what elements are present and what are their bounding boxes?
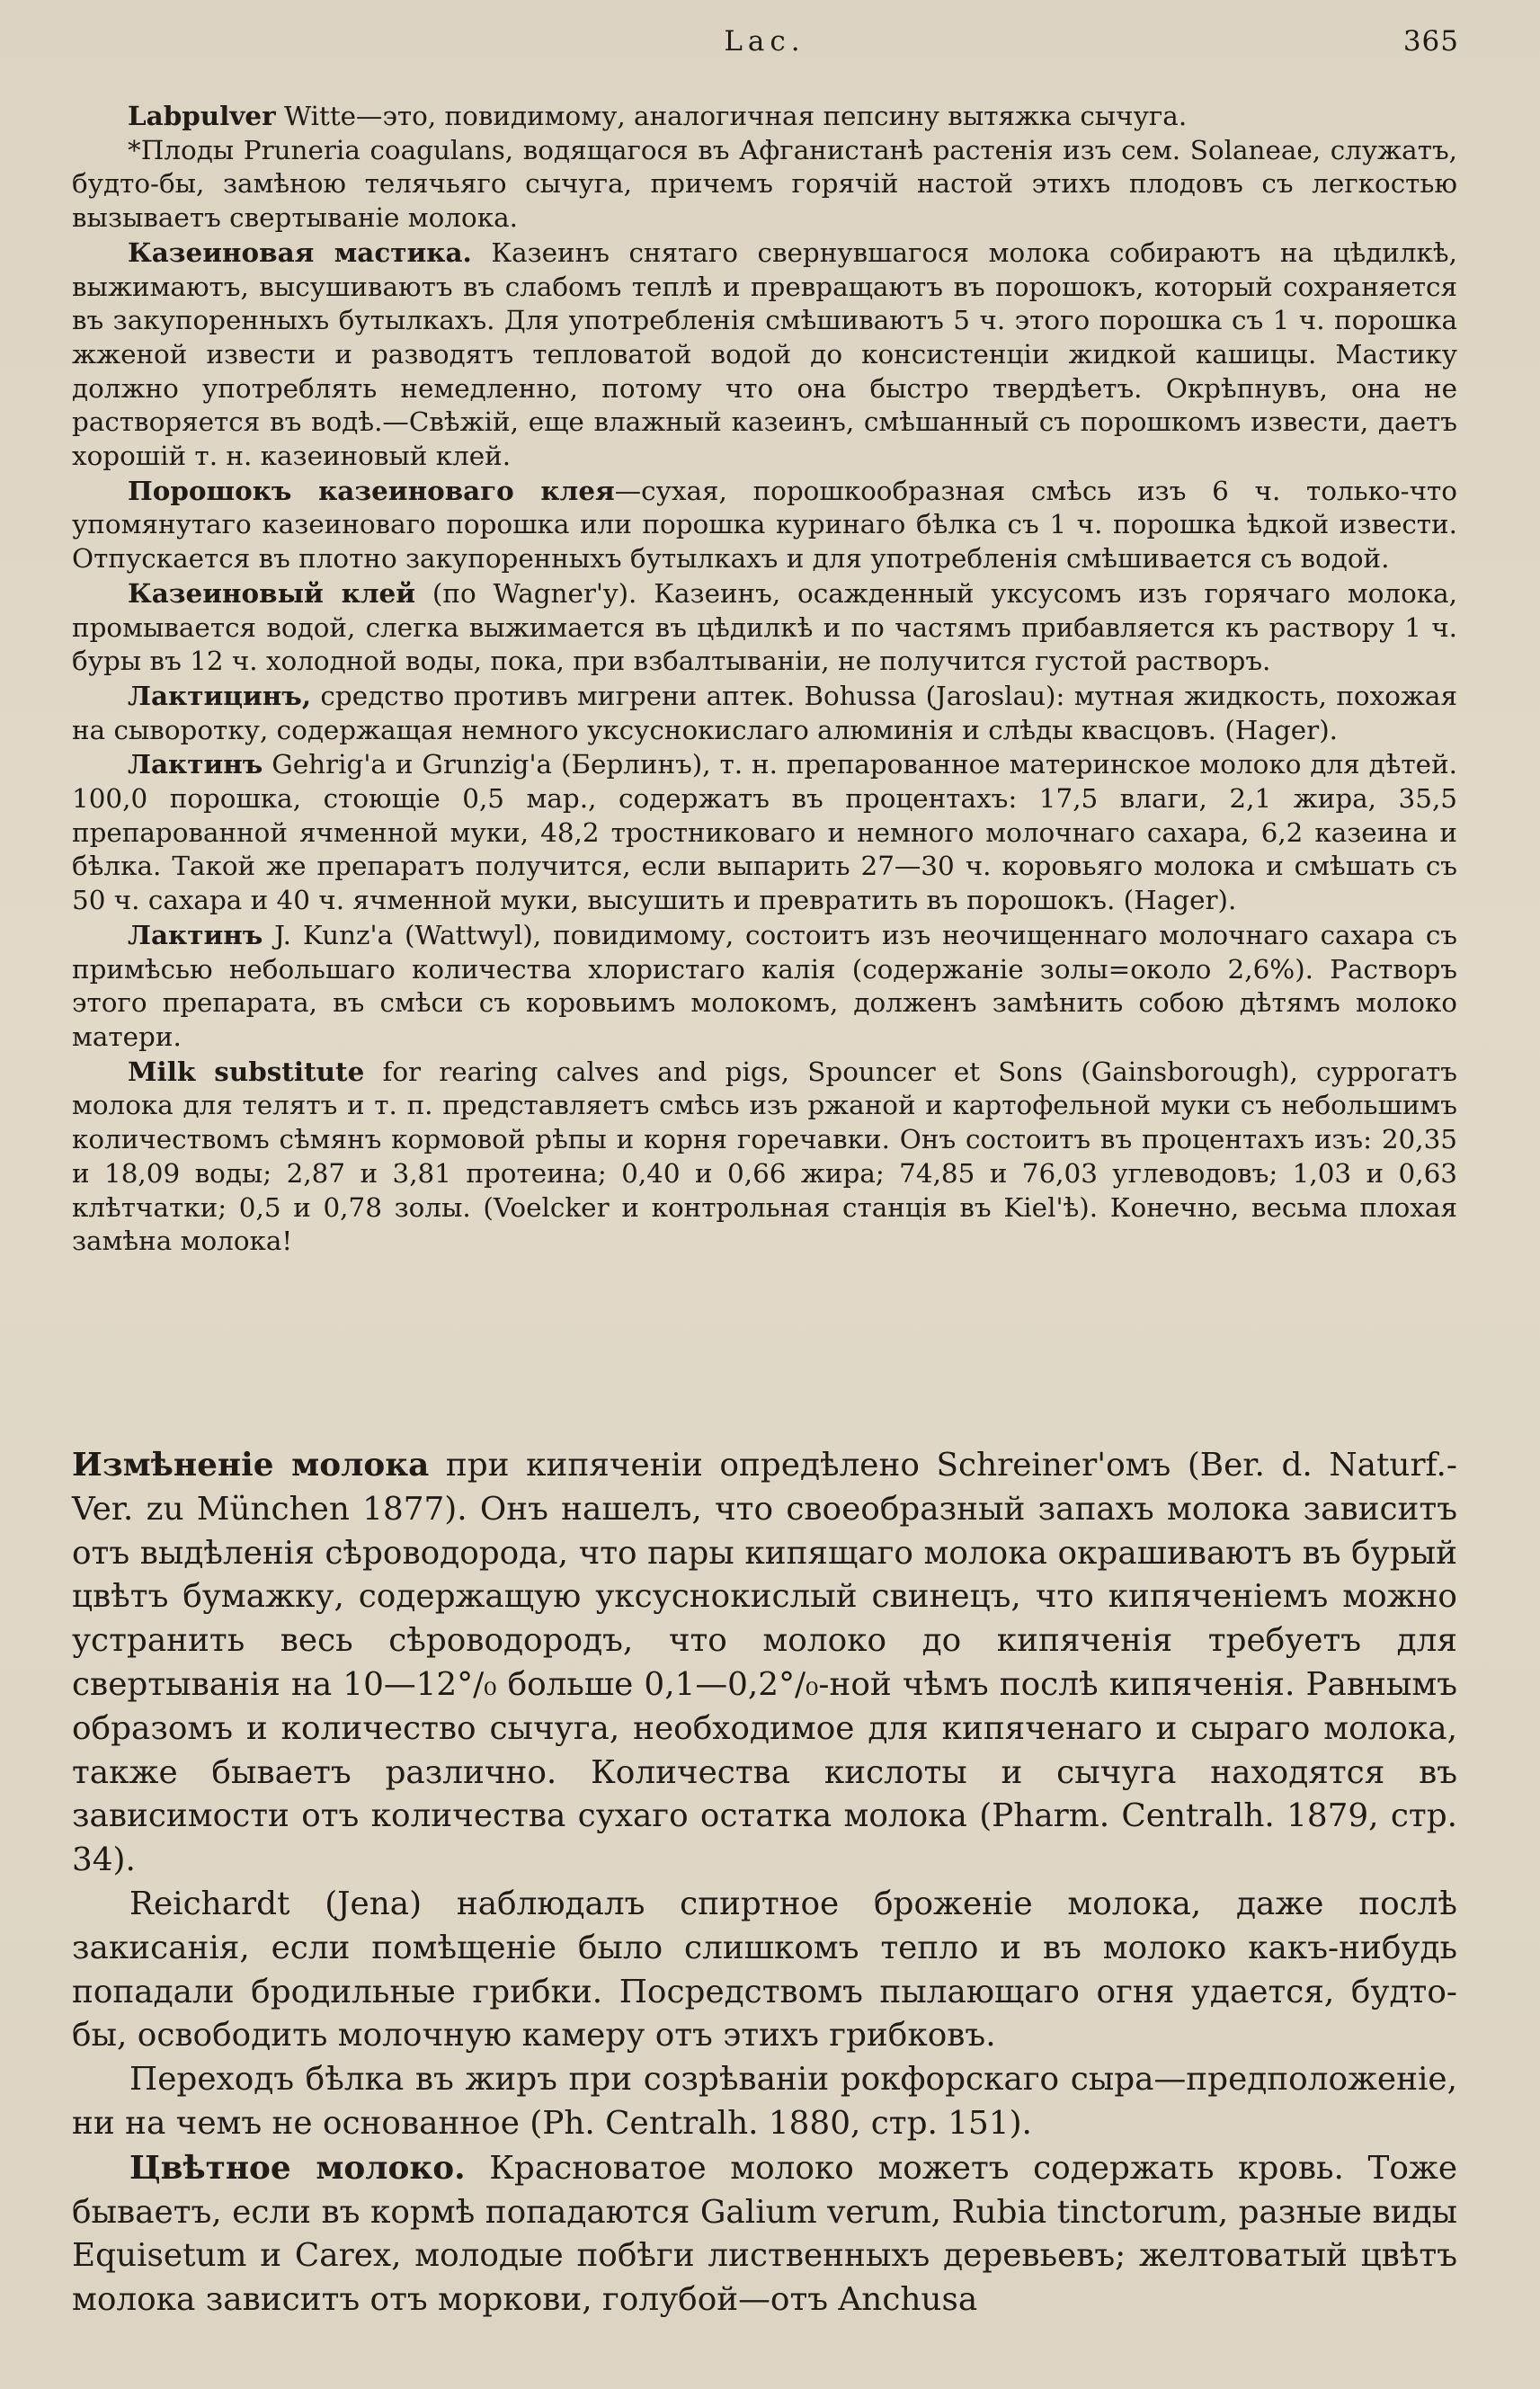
page-number: 365 <box>1402 25 1459 58</box>
entry-text: *Плоды Pruneria coagulans, водящагося въ Афганистанѣ растенія изъ сем. Solaneae, служатъ, будто-бы, замѣною телячьяго сычуга, причемъ горячій настой этихъ плодовъ съ легкостью вызываетъ свертываніе молока. <box>72 134 1457 234</box>
paragraph-colored-milk <box>72 2146 1457 2322</box>
entry-text: —сухая, порошкообразная смѣсь изъ 6 ч. только-что упомянутаго казеиноваго порошка или порошка куринаго бѣлка съ 1 ч. порошка ѣдкой извести. Отпускается въ плотно закупоренныхъ бутылкахъ и для употребленія смѣшивается съ водой. <box>72 475 1458 575</box>
paragraph-text: при кипяченіи опредѣлено Schreiner'омъ (Ber. d. Naturf.-Ver. zu München 1877). Онъ нашелъ, что своеобразный запахъ молока зависитъ отъ выдѣленія сѣроводорода, что пары кипящаго молока окрашиваютъ въ бурый цвѣтъ бумажку, содержащую уксуснокислый свинецъ, что кипяченіемъ можно устранить весь сѣроводородъ, что молоко до кипяченія требуетъ для свертыванія на 10—12°/₀ больше 0,1—0,2°/₀-ной чѣмъ послѣ кипяченія. Равнымъ образомъ и количество сычуга, необходимое для кипяченаго и сыраго молока, также бываетъ различно. Количества кислоты и сычуга находятся въ зависимости отъ количества сухаго остатка молока (Pharm. Centralh. 1879, стр. 34). <box>72 1447 1458 1879</box>
entry-heading: Лактицинъ, <box>128 679 312 711</box>
entry-text: Казеинъ снятаго свернувшагося молока собираютъ на цѣдилкѣ, выжимаютъ, высушиваютъ въ слабомъ теплѣ и превращаютъ въ порошокъ, который сохраняется въ закупоренныхъ бутылкахъ. Для употребленія смѣшиваютъ 5 ч. этого порошка съ 1 ч. порошка жженой извести и разводятъ тепловатой водой до консистенціи жидкой кашицы. Мастику должно употреблять немедленно, потому что она быстро твердѣетъ. Окрѣпнувъ, она не растворяется въ водѣ.—Свѣжій, еще влажный казеинъ, смѣшанный съ порошкомъ извести, даетъ хорошій т. н. казеиновый клей. <box>72 236 1457 472</box>
entry-heading: Лактинъ <box>128 748 263 780</box>
entry-casein-mastic <box>72 236 1457 474</box>
entry-heading: Казеиновый клей <box>128 576 416 609</box>
entry-text: средство противъ мигрени аптек. Bohussa (Jaroslau): мутная жидкость, похожая на сыворотку, содержащая немного уксуснокислаго алюминія и слѣды квасцовъ. (Hager). <box>72 680 1457 745</box>
entry-lacticin <box>72 679 1457 747</box>
entry-heading: Порошокъ казеиноваго клея <box>128 474 615 506</box>
entry-casein-glue <box>72 576 1457 679</box>
entry-text: (по Wagner'y). Казеинъ, осажденный уксусомъ изъ горячаго молока, промывается водой, слегка выжимается въ цѣдилкѣ и по частямъ прибавляется къ раствору 1 ч. буры въ 12 ч. холодной воды, пока, при взбалтываніи, не получится густой растворъ. <box>72 577 1457 677</box>
entry-lactin-gehrig <box>72 747 1457 918</box>
running-head <box>70 25 1459 61</box>
running-title: Lac. <box>724 25 806 58</box>
paragraph-heading: Измѣненіе молока <box>72 1446 430 1484</box>
entry-heading: Milk substitute <box>128 1055 365 1087</box>
paragraph-boiling-change <box>72 1443 1457 1883</box>
entry-lactin-kunz <box>72 918 1457 1055</box>
entry-heading: Лактинъ <box>128 918 263 950</box>
entry-heading: Labpulver <box>128 100 276 131</box>
entry-text: J. Kunz'a (Wattwyl), повидимому, состоитъ изъ неочищеннаго молочнаго сахара съ примѣсью небольшаго количества хлористаго калія (содержаніе золы=около 2,6%). Растворъ этого препарата, въ смѣси съ коровьимъ молокомъ, долженъ замѣнить собою дѣтямъ молоко матери. <box>72 919 1457 1052</box>
paragraph-text: Reichardt (Jena) наблюдалъ спиртное броженіе молока, даже послѣ закисанія, если помѣщеніе было слишкомъ тепло и въ молоко какъ-нибудь попадали бродильные грибки. Посредствомъ пылающаго огня удается, будто-бы, освободить молочную камеру отъ этихъ грибковъ. <box>72 1885 1457 2055</box>
small-print-section <box>72 99 1457 1259</box>
entry-labpulver <box>72 99 1457 134</box>
paragraph-protein-to-fat <box>72 2058 1457 2146</box>
main-text-section <box>72 1443 1457 2322</box>
entry-text: Witte—это, повидимому, аналогичная пепсину вытяжка сычуга. <box>275 101 1188 131</box>
paragraph-reichardt <box>72 1883 1457 2058</box>
paragraph-text: Красноватое молоко можетъ содержать кровь. Тоже бываетъ, если въ кормѣ попадаются Galium verum, Rubia tinctorum, разные виды Equisetum и Carex, молодые побѣги лиственныхъ деревьевъ; желтоватый цвѣтъ молока зависитъ отъ моркови, голубой—отъ Anchusa <box>72 2149 1458 2319</box>
entry-text: Gehrig'a и Grunzig'a (Берлинъ), т. н. препарованное материнское молоко для дѣтей. 100,0 порошка, стоющіе 0,5 мар., содержатъ въ процентахъ: 17,5 влаги, 2,1 жира, 35,5 препарованной ячменной муки, 48,2 тростниковаго и немного молочнаго сахара, 6,2 казеина и бѣлка. Такой же препаратъ получится, если выпарить 27—30 ч. коровьяго молока и смѣшать съ 50 ч. сахара и 40 ч. ячменной муки, высушить и превратить въ порошокъ. (Hager). <box>72 749 1457 916</box>
entry-text: for rearing calves and pigs, Spouncer et Sons (Gainsborough), суррогатъ молока для телятъ и т. п. представляетъ смѣсь изъ ржаной и картофельной муки съ небольшимъ количествомъ сѣмянъ кормовой рѣпы и корня горечавки. Онъ состоитъ въ процентахъ изъ: 20,35 и 18,09 воды; 2,87 и 3,81 протеина; 0,40 и 0,66 жира; 74,85 и 76,03 углеводовъ; 1,03 и 0,63 клѣтчатки; 0,5 и 0,78 золы. (Voelcker и контрольная станція въ Kiel'ѣ). Конечно, весьма плохая замѣна молока! <box>72 1056 1457 1257</box>
paragraph-text: Переходъ бѣлка въ жиръ при созрѣваніи рокфорскаго сыра—предположеніе, ни на чемъ не основанное (Ph. Centralh. 1880, стр. 151). <box>72 2061 1457 2142</box>
entry-pruneria <box>72 134 1457 236</box>
entry-casein-glue-powder <box>72 474 1457 576</box>
entry-heading: Казеиновая мастика. <box>128 236 472 268</box>
paragraph-heading: Цвѣтное молоко. <box>129 2148 466 2187</box>
entry-milk-substitute <box>72 1055 1457 1259</box>
